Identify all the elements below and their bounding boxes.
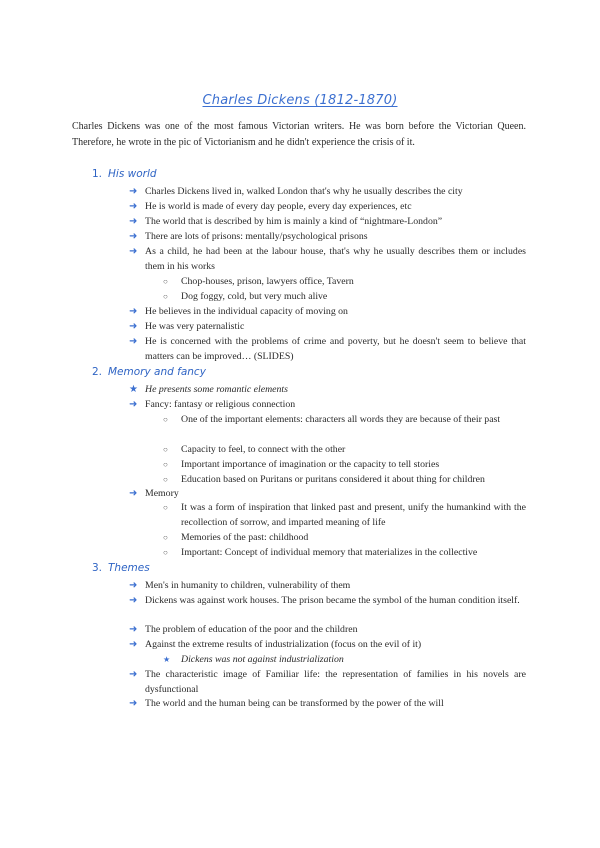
arrow-bullet-icon: ➜ [129, 488, 138, 499]
sub-list-item: ○ Memories of the past: childhood [163, 532, 309, 543]
circle-bullet-icon: ○ [163, 533, 168, 542]
list-item: ➜ As a child, he had been at the labour house, that's why he usually describes them or includes them in his works [129, 246, 526, 272]
list-item: ➜ Memory [129, 488, 179, 499]
list-item: ➜ Dickens was against work houses. The prison became the symbol of the human condition itself. [129, 595, 520, 606]
circle-bullet-icon: ○ [163, 277, 168, 286]
arrow-bullet-icon: ➜ [129, 639, 138, 650]
arrow-bullet-icon: ➜ [129, 624, 138, 635]
list-item: ➜ The problem of education of the poor and the children [129, 624, 358, 635]
list-item: ➜ Fancy: fantasy or religious connection [129, 399, 296, 410]
arrow-bullet-icon: ➜ [129, 246, 138, 257]
star-bullet-icon: ★ [129, 384, 138, 395]
list-item: ➜ Charles Dickens lived in, walked London that's why he usually describes the city [129, 186, 463, 197]
arrow-bullet-icon: ➜ [129, 201, 138, 212]
sub-list-item: ○ Important importance of imagination or the capacity to tell stories [163, 459, 440, 470]
arrow-bullet-icon: ➜ [129, 216, 138, 227]
sub-list-item: ○ Capacity to feel, to connect with the other [163, 444, 346, 455]
sub-list-item: ★ Dickens was not against industrialization [163, 654, 344, 665]
circle-bullet-icon: ○ [163, 460, 168, 469]
sub-list-item: ○ Chop-houses, prison, lawyers office, Tavern [163, 276, 354, 287]
page-title: Charles Dickens (1812-1870) [202, 93, 398, 108]
list-item: ➜ The world that is described by him is mainly a kind of “nightmare-London” [129, 216, 443, 227]
arrow-bullet-icon: ➜ [129, 321, 138, 332]
list-item: ★ He presents some romantic elements [129, 384, 288, 395]
section-heading-memory-and-fancy: 2. Memory and fancy [92, 366, 206, 378]
arrow-bullet-icon: ➜ [129, 186, 138, 197]
circle-bullet-icon: ○ [163, 415, 168, 424]
sub-list-item: ○ Important: Concept of individual memory that materializes in the collective [163, 547, 478, 558]
arrow-bullet-icon: ➜ [129, 580, 138, 591]
list-item: ➜ The world and the human being can be transformed by the power of the will [129, 698, 444, 709]
intro-paragraph: Charles Dickens was one of the most famous Victorian writers. He was born before the Victorian Queen. Therefore, he wrote in the pic of Victorianism and he didn't experience the crisis of it. [72, 121, 526, 148]
list-item: ➜ There are lots of prisons: mentally/psychological prisons [129, 231, 368, 242]
circle-bullet-icon: ○ [163, 445, 168, 454]
arrow-bullet-icon: ➜ [129, 336, 138, 347]
arrow-bullet-icon: ➜ [129, 306, 138, 317]
list-item: ➜ He was very paternalistic [129, 321, 245, 332]
sub-list-item: ○ Dog foggy, cold, but very much alive [163, 291, 328, 302]
list-item: ➜ The characteristic image of Familiar life: the representation of families in his novels are dysfunctional [129, 669, 526, 695]
arrow-bullet-icon: ➜ [129, 595, 138, 606]
arrow-bullet-icon: ➜ [129, 231, 138, 242]
sub-list-item: ○ One of the important elements: characters all words they are because of their past [163, 414, 501, 425]
circle-bullet-icon: ○ [163, 475, 168, 484]
sub-list-item: ○ It was a form of inspiration that linked past and present, unify the humankind with the recollection of sorrow, and imparted meaning of life [163, 502, 526, 528]
sub-list-item: ○ Education based on Puritans or puritans considered it about thing for children [163, 474, 485, 485]
section-heading-themes: 3. Themes [92, 562, 150, 574]
list-item: ➜ He believes in the individual capacity of moving on [129, 306, 348, 317]
list-item: ➜ Men's in humanity to children, vulnerability of them [129, 580, 351, 591]
circle-bullet-icon: ○ [163, 548, 168, 557]
list-item: ➜ He is concerned with the problems of crime and poverty, but he doesn't seem to believe that matters can be improved… (SLIDES) [129, 336, 526, 362]
arrow-bullet-icon: ➜ [129, 669, 138, 680]
circle-bullet-icon: ○ [163, 292, 168, 301]
list-item: ➜ He is world is made of every day people, every day experiences, etc [129, 201, 412, 212]
arrow-bullet-icon: ➜ [129, 698, 138, 709]
list-item: ➜ Against the extreme results of industrialization (focus on the evil of it) [129, 639, 422, 650]
arrow-bullet-icon: ➜ [129, 399, 138, 410]
section-heading-his-world: 1. His world [92, 168, 157, 180]
star-bullet-icon: ★ [163, 655, 171, 664]
circle-bullet-icon: ○ [163, 503, 168, 512]
